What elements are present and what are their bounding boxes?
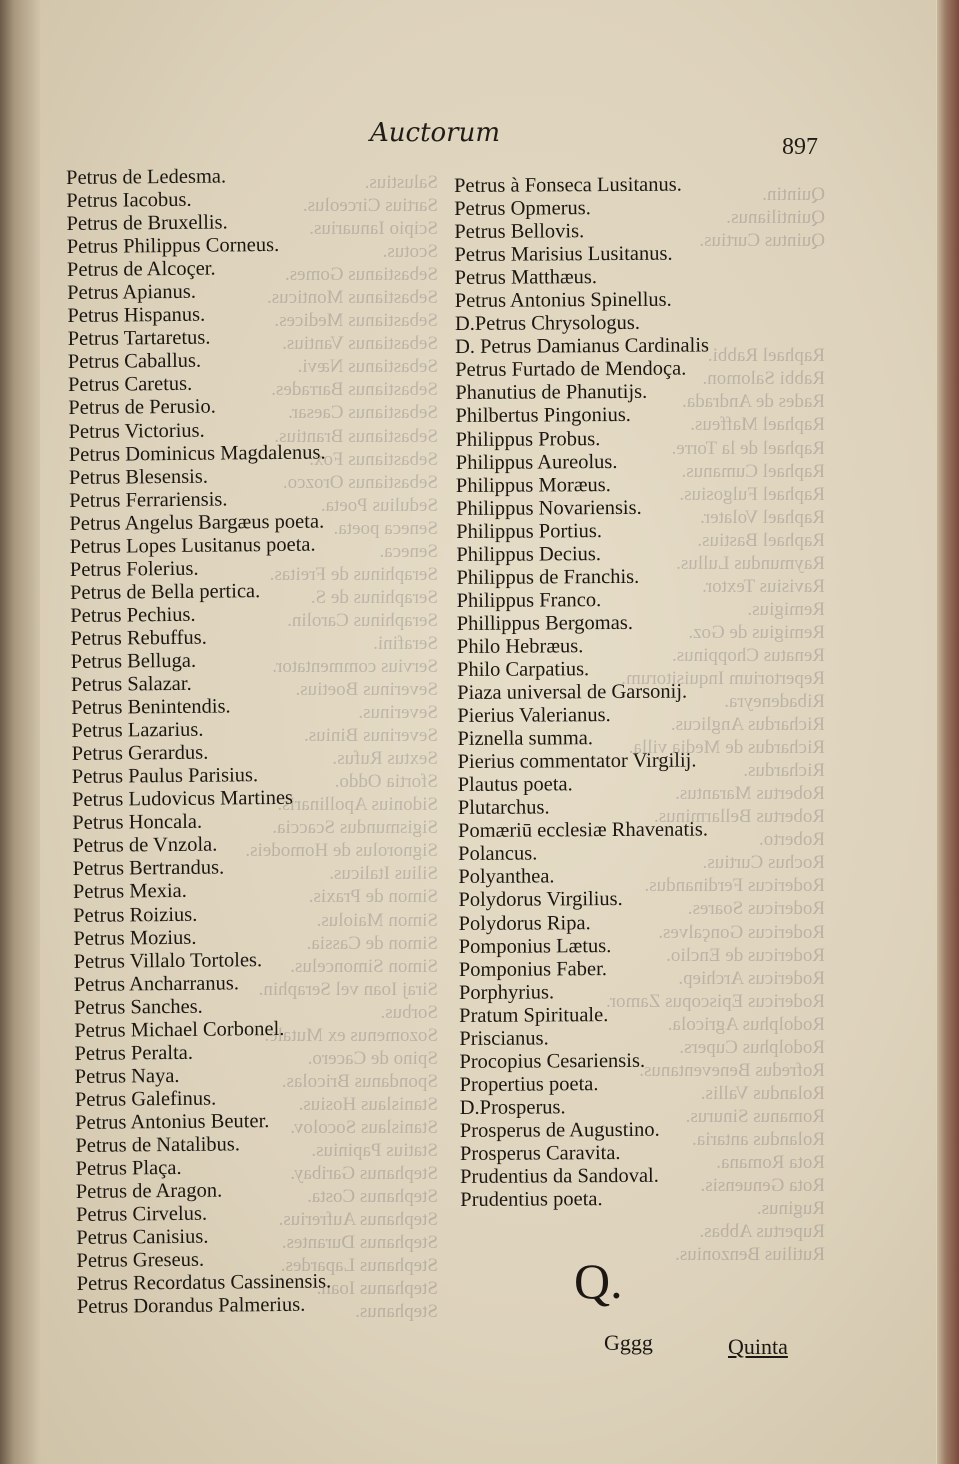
author-entry: Philippus Decius. <box>456 542 602 566</box>
show-through-entry: Rodericus Archiep. <box>678 967 825 989</box>
show-through-entry: Raphael Rabbi. <box>707 345 825 367</box>
author-entry: Petrus Michael Corbonel. <box>74 1017 285 1042</box>
author-entry: Philo Hebræus. <box>456 635 584 658</box>
show-through-entry: Renatus Choppinus. <box>671 644 825 666</box>
author-entry: Petrus Ancharranus. <box>73 972 240 996</box>
author-entry: Petrus Blesensis. <box>68 465 209 489</box>
show-through-entry: Remigius. <box>747 598 825 620</box>
author-entry: Petrus Marisius Lusitanus. <box>454 242 673 267</box>
author-entry: Petrus de Aragon. <box>75 1179 223 1204</box>
author-entry: Petrus Antonius Spinellus. <box>454 288 672 313</box>
author-entry: Petrus Pechius. <box>70 603 196 627</box>
show-through-entry: Stephanus Durantes. <box>281 1232 438 1254</box>
author-entry: Prosperus Caravita. <box>459 1141 621 1165</box>
author-entry: Philbertus Pingonius. <box>455 404 631 428</box>
show-through-entry: Seneca. <box>379 540 438 562</box>
show-through-entry: Sigismundus Scaccia. <box>272 817 438 839</box>
show-through-entry: Sextus Rufus. <box>332 748 438 770</box>
author-entry: Petrus Roizius. <box>73 903 198 927</box>
show-through-entry: Spondanus Bricolas. <box>281 1070 438 1092</box>
show-through-entry: Severinus Binius. <box>303 725 438 747</box>
show-through-entry: Ribadeneyra. <box>724 691 825 713</box>
author-entry: Petrus Iacobus. <box>66 188 192 213</box>
author-entry: Petrus de Alcoçer. <box>66 257 216 282</box>
author-entry: Petrus Villalo Tortoles. <box>73 948 263 973</box>
show-through-entry: Richardus Anglicus. <box>670 714 825 736</box>
author-entry: Philippus Novariensis. <box>455 496 642 520</box>
author-entry: Polydorus Ripa. <box>458 911 591 935</box>
author-entry: Philippus Aureolus. <box>455 450 618 474</box>
author-entry: Piznella summa. <box>457 727 594 751</box>
show-through-entry: Rades de Andrada. <box>682 391 825 413</box>
author-entry: Petrus de Natalibus. <box>75 1133 241 1157</box>
author-entry: Petrus Hispanus. <box>67 303 206 328</box>
author-entry: Petrus de Bruxellis. <box>66 211 228 236</box>
author-entry: Petrus de Bella pertica. <box>69 579 261 604</box>
author-entry: Petrus Opmerus. <box>454 197 591 221</box>
show-through-entry: Sebastianus Nævi. <box>297 356 438 378</box>
show-through-entry: Simon Maiolus. <box>316 909 438 931</box>
show-through-entry: Sedulius Poeta. <box>320 494 438 516</box>
author-entry: Prudentius da Sandoval. <box>460 1164 659 1188</box>
author-entry: Petrus Galefinus. <box>74 1087 217 1111</box>
show-through-entry: Rodolphus Agricola. <box>667 1013 825 1035</box>
author-entry: Petrus Antonius Beuter. <box>75 1110 270 1134</box>
show-through-entry: Repertorium Inquisitorum. <box>621 667 825 689</box>
show-through-entry: Statius Papinius. <box>311 1139 438 1161</box>
author-entry: Petrus Peralta. <box>74 1041 194 1065</box>
show-through-entry: Raymundus Lullus. <box>676 552 825 574</box>
show-through-entry: Romanus Sinurus. <box>685 1105 825 1127</box>
author-entry: Philippus Franco. <box>456 588 602 612</box>
author-entry: Plutarchus. <box>457 796 550 820</box>
author-entry: Petrus Ferrariensis. <box>69 488 228 512</box>
show-through-entry: Sfortia Oddo. <box>334 771 438 793</box>
show-through-entry: Rochus Curtius. <box>702 852 825 874</box>
show-through-entry: Quintin. <box>762 184 825 205</box>
show-through-entry: Seraphinus de Freitas. <box>269 563 438 585</box>
show-through-entry: Stephanus Aufrerius. <box>278 1209 438 1231</box>
show-through-entry: Serafini. <box>373 632 438 654</box>
author-entry: Plautus poeta. <box>457 773 573 797</box>
show-through-entry: Sartius Circeolus. <box>302 195 438 217</box>
show-through-entry: Scipio Ianuarius. <box>309 218 438 240</box>
author-entry: Petrus Cirvelus. <box>75 1202 208 1227</box>
show-through-entry: Stephanus Costa. <box>307 1186 438 1208</box>
author-entry: Propertius poeta. <box>459 1072 599 1096</box>
show-through-entry: Raphael Fulgosius. <box>679 483 825 505</box>
author-entry: Petrus Caballus. <box>67 350 202 374</box>
show-through-entry: Rota Genuensis. <box>700 1175 825 1197</box>
author-entry: Petrus Sanches. <box>73 995 203 1019</box>
show-through-entry: Silius Italicus. <box>329 863 438 885</box>
author-entry: Petrus Bellovis. <box>454 220 585 244</box>
author-entry: Phillippus Bergomas. <box>456 611 633 635</box>
show-through-entry: Quintus Curtius. <box>699 230 825 252</box>
author-entry: Petrus Lazarius. <box>71 718 204 743</box>
show-through-entry: Stephanus Ioan. <box>316 1278 438 1300</box>
author-entry: Petrus Ludovicus Martines <box>71 787 294 812</box>
show-through-entry: Stephanus Garibay. <box>290 1163 438 1185</box>
author-entry: D.Prosperus. <box>459 1096 566 1119</box>
show-through-entry: Scotus. <box>382 241 438 263</box>
show-through-entry: Simon de Praxis. <box>308 886 438 908</box>
show-through-entry: Rolandus Vallis. <box>700 1082 825 1104</box>
show-through-entry: Sebastianus Brantius. <box>274 425 438 447</box>
show-through-entry: Roberto. <box>759 829 825 851</box>
catchword: Quinta <box>728 1334 788 1359</box>
show-through-entry: Rota Romana. <box>716 1151 825 1173</box>
author-entry: Petrus de Vnzola. <box>72 833 218 858</box>
show-through-entry: Stanislaus Hosius. <box>298 1093 438 1115</box>
show-through-entry: Ravisius Textor. <box>702 575 825 597</box>
author-entry: Petrus Gerardus. <box>71 741 209 766</box>
show-through-entry: Sebastianus Monticus. <box>267 287 438 309</box>
show-through-entry: Raphael Bastius. <box>697 529 825 551</box>
author-entry: Priscianus. <box>459 1027 549 1050</box>
author-entry: Petrus Mexia. <box>72 880 187 904</box>
show-through-entry: Salustius. <box>364 172 438 193</box>
show-through-entry: Raphael Maffeus. <box>690 414 825 436</box>
author-entry: Philippus Probus. <box>455 427 601 451</box>
author-entry: Petrus Angelus Bargæus poeta. <box>69 510 325 535</box>
author-entry: Polydorus Virgilius. <box>458 888 623 912</box>
author-entry: Petrus Lopes Lusitanus poeta. <box>69 533 316 558</box>
show-through-entry: Remigius de Goz. <box>688 621 825 643</box>
show-through-entry: Seraphinus de S. <box>310 586 438 608</box>
author-entry: Petrus Philippus Corneus. <box>66 234 280 259</box>
show-through-entry: Signorolus de Homodeis. <box>245 840 438 862</box>
show-through-entry: Raphael Cumanus. <box>681 460 825 482</box>
running-head: Auctorum <box>370 118 501 148</box>
show-through-entry: Rodolphus Cupers. <box>679 1036 825 1058</box>
show-through-entry: Sebastianus Barrades. <box>271 379 438 401</box>
show-through-entry: Rodericus Episcopus Zamor. <box>606 990 825 1012</box>
show-through-entry: Seraphinus Carolin. <box>287 609 438 631</box>
show-through-entry: Spino de Cacero. <box>307 1047 438 1069</box>
show-through-entry: Servius commentator. <box>272 655 438 677</box>
author-entry: Pomponius Lætus. <box>458 934 612 958</box>
author-entry: Petrus Bertrandus. <box>72 856 225 881</box>
show-through-entry: Rofredus Beneventanus. <box>639 1059 825 1081</box>
author-entry: Philippus Moræus. <box>455 473 611 497</box>
author-entry: Petrus à Fonseca Lusitanus. <box>454 173 682 197</box>
author-entry: Petrus Folerius. <box>69 557 199 581</box>
author-entry: Petrus Apianus. <box>67 280 197 305</box>
author-entry: Petrus Honcala. <box>72 811 203 835</box>
author-entry: Petrus Paulus Parisius. <box>71 764 259 789</box>
show-through-entry: Rodericus Ferdinandus. <box>644 875 825 897</box>
show-through-entry: Sebastianus Medices. <box>274 310 438 332</box>
author-entry: Petrus Mozius. <box>73 926 197 950</box>
author-entry: Petrus Belluga. <box>70 649 197 673</box>
author-entry: Pierius commentator Virgilij. <box>457 749 697 774</box>
author-entry: Petrus Rebuffus. <box>70 626 207 650</box>
author-entry: Phanutius de Phanutijs. <box>455 381 648 405</box>
author-entry: Petrus de Perusio. <box>68 396 216 420</box>
author-entry: Petrus Canisius. <box>76 1225 209 1250</box>
signature-mark: Gggg <box>604 1330 653 1355</box>
show-through-entry: Sebastianus Orozco. <box>282 471 438 493</box>
section-letter: Q. <box>574 1253 623 1309</box>
author-entry: D.Petrus Chrysologus. <box>454 312 641 336</box>
author-entry: Petrus Victorius. <box>68 419 205 443</box>
show-through-entry: Sorbus. <box>380 1001 438 1023</box>
author-entry: Pierius Valerianus. <box>457 704 611 728</box>
show-through-entry: Robertus Marantus. <box>675 783 825 805</box>
show-through-entry: Sebastianus Fox. <box>309 448 438 470</box>
author-entry: Petrus Benintendis. <box>71 695 231 720</box>
show-through-entry: Robertus Bellarminus. <box>654 806 825 828</box>
author-entry: Petrus Dorandus Palmerius. <box>76 1294 306 1319</box>
show-through-entry: Rodericus Soares. <box>687 898 825 920</box>
author-entry: Porphyrius. <box>458 981 555 1004</box>
show-through-entry: Simon de Cassia. <box>306 932 438 954</box>
show-through-entry: Stephanus Lapardes. <box>280 1255 438 1277</box>
author-entry: Pomæriū ecclesiæ Rhavenatis. <box>457 818 709 843</box>
author-entry: Petrus Salazar. <box>70 672 192 697</box>
author-entry: Philippus Portius. <box>456 519 603 543</box>
show-through-entry: Severinus Boetius. <box>295 679 438 701</box>
show-through-entry: Rolandus antaria. <box>692 1128 825 1150</box>
author-entry: Petrus de Ledesma. <box>66 165 227 189</box>
fore-edge <box>937 0 959 1464</box>
show-through-entry: Richardus. <box>743 760 825 782</box>
author-entry: Petrus Recordatus Cassinensis. <box>76 1270 332 1296</box>
show-through-entry: Richardus de Media villa. <box>628 737 825 759</box>
show-through-entry: Raphael de la Torre. <box>671 437 825 459</box>
author-entry: Petrus Naya. <box>74 1064 180 1088</box>
author-entry: Polancus. <box>458 842 538 866</box>
show-through-entry: Seneca poeta. <box>333 517 438 539</box>
author-entry: Petrus Dominicus Magdalenus. <box>68 441 326 466</box>
author-entry: D. Petrus Damianus Cardinalis <box>454 334 710 359</box>
author-entry: Polyanthea. <box>458 865 555 889</box>
show-through-entry: Sebastianus Caesar. <box>288 402 438 424</box>
show-through-entry: Rupertus Abbas. <box>699 1221 825 1243</box>
author-entry: Petrus Matthæus. <box>454 266 598 290</box>
show-through-entry: Sidonius Apollinaris. <box>277 794 438 816</box>
show-through-entry: Simon Simoncelus. <box>290 955 438 977</box>
author-entry: Prosperus de Augustino. <box>459 1118 660 1142</box>
show-through-entry: Stanislaus Socolov. <box>290 1116 438 1138</box>
author-list-left <box>66 163 447 1319</box>
author-entry: Petrus Greseus. <box>76 1248 205 1273</box>
author-entry: Philo Carpatius. <box>456 658 590 681</box>
show-through-entry: Ruginus. <box>756 1198 825 1220</box>
show-through-entry: Sozomenus ex Mutale. <box>264 1024 438 1046</box>
show-through-entry: Sebastianus Gomes. <box>284 264 438 286</box>
show-through-entry: Rutilius Benzonius. <box>675 1244 825 1266</box>
author-entry: Petrus Plaça. <box>75 1156 182 1180</box>
author-entry: Petrus Furtado de Mendoça. <box>455 357 687 382</box>
author-entry: Petrus Caretus. <box>67 373 193 397</box>
show-through-entry: Siraj Ioan vel Seraphin. <box>258 978 438 1000</box>
author-entry: Piaza universal de Garsonij. <box>457 680 688 705</box>
show-through-entry: Quintilianus. <box>726 207 825 229</box>
author-list-right <box>454 173 810 1212</box>
show-through-entry: Rodericus Gonçalves. <box>658 921 825 943</box>
author-entry: Procopius Cesariensis. <box>459 1049 646 1073</box>
author-entry: Pomponius Faber. <box>458 957 607 981</box>
author-entry: Pratum Spirituale. <box>459 1003 609 1027</box>
show-through-entry: Rabbi Salomon. <box>702 368 825 390</box>
author-entry: Prudentius poeta. <box>460 1188 603 1212</box>
show-through-entry: Stephanus. <box>355 1301 438 1323</box>
author-entry: Petrus Tartaretus. <box>67 326 211 351</box>
show-through-entry: Sebastianus Vantius. <box>282 333 438 355</box>
page-number: 897 <box>782 134 818 160</box>
show-through-entry: Raphael Volater. <box>700 506 825 528</box>
show-through-entry: Severinus. <box>358 702 438 724</box>
binding-gutter <box>0 0 40 1464</box>
show-through-entry: Rodericus de Enclio. <box>666 944 825 966</box>
author-entry: Philippus de Franchis. <box>456 565 640 589</box>
